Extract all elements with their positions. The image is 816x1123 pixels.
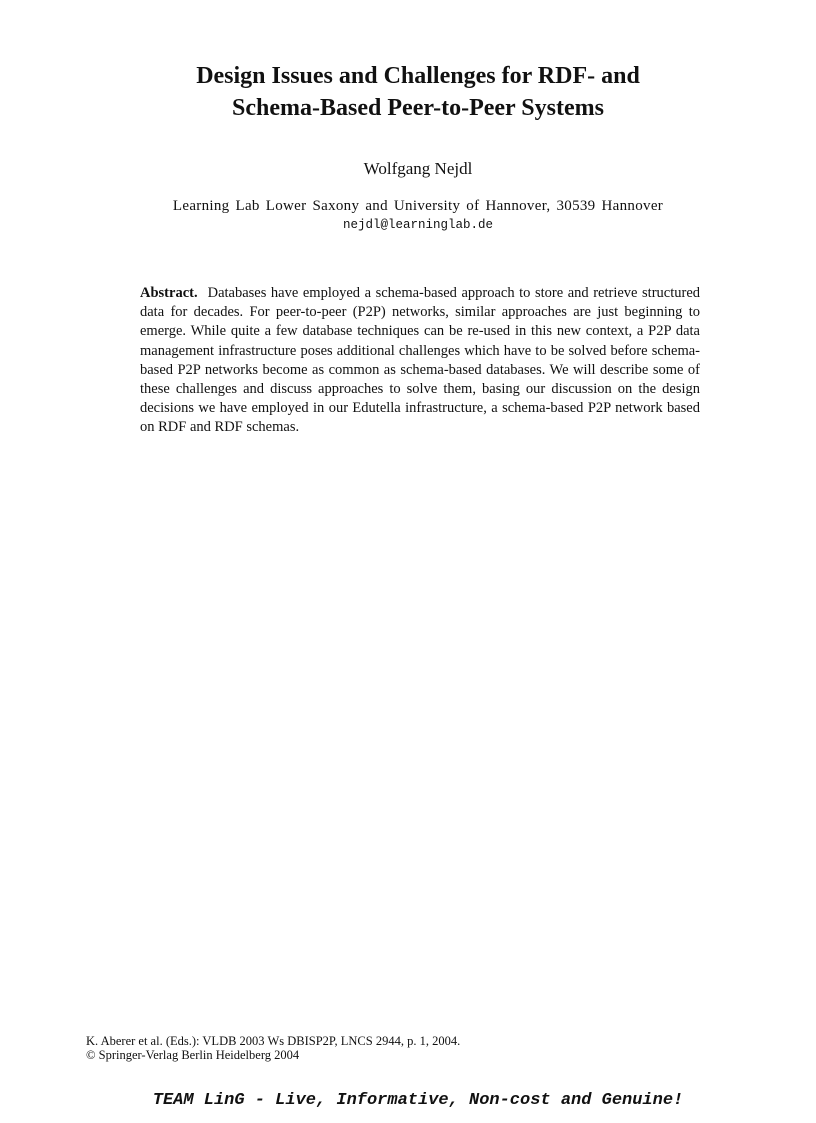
author-name: Wolfgang Nejdl: [363, 159, 473, 178]
citation-line-2: © Springer-Verlag Berlin Heidelberg 2004: [86, 1048, 300, 1062]
team-ling-banner: TEAM LinG - Live, Informative, Non-cost and Genuine!: [152, 1091, 684, 1110]
citation-line-1: K. Aberer et al. (Eds.): VLDB 2003 Ws DBISP2P, LNCS 2944, p. 1, 2004.: [86, 1034, 461, 1048]
abstract-paragraph: [140, 284, 700, 438]
paper-title-line-1: Design Issues and Challenges for RDF- and: [196, 63, 640, 89]
paper-title-line-2: Schema-Based Peer-to-Peer Systems: [232, 95, 604, 121]
abstract-label: Abstract.: [140, 285, 198, 301]
abstract-text: Databases have employed a schema-based approach to store and retrieve structured data for decades. For peer-to-peer (P2P) networks, similar approaches are just beginning to emerge. While quite a few database techniques can be re-used in this new context, a P2P data management infrastructure poses additional challenges which have to be solved before schema-based P2P networks become as common as schema-based databases. We will describe some of these challenges and discuss approaches to solve them, basing our discussion on the design decisions we have employed in our Edutella infrastructure, a schema-based P2P network based on RDF and RDF schemas.: [140, 285, 700, 436]
author-affiliation: Learning Lab Lower Saxony and University of Hannover, 30539 Hannover: [172, 198, 664, 214]
author-email: nejdl@learninglab.de: [342, 218, 494, 232]
